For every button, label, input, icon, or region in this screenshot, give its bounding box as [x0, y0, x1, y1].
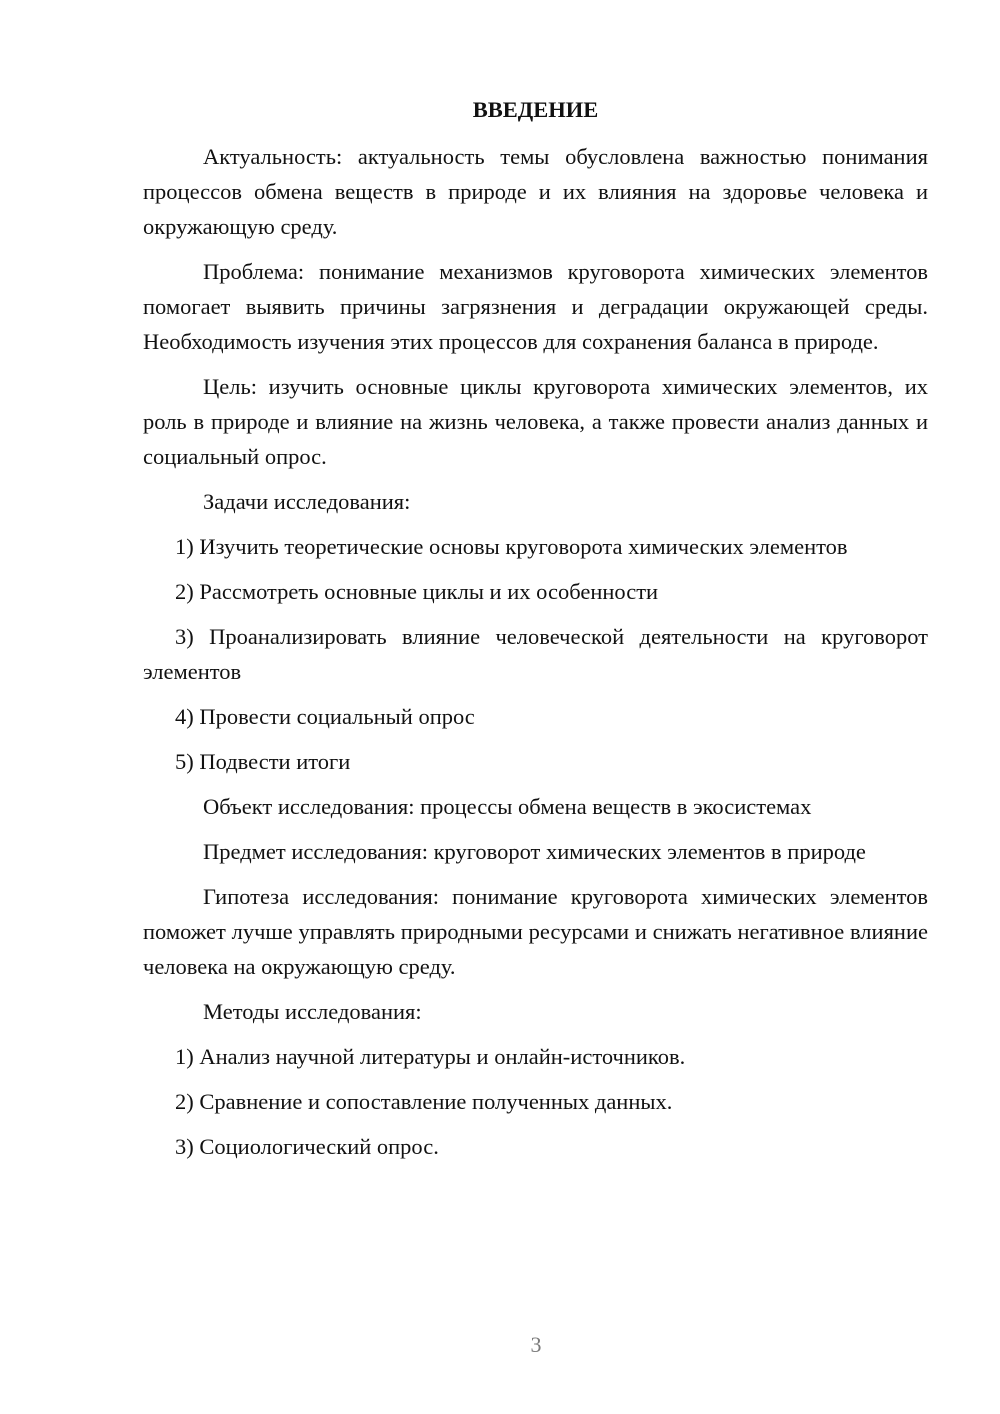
section-heading: ВВЕДЕНИЕ [472, 97, 599, 122]
task-item-4: 4) Провести социальный опрос [175, 704, 475, 729]
tasks-label: Задачи исследования: [203, 489, 411, 514]
hypothesis-paragraph: Гипотеза исследования: понимание круговорота химических элементов поможет лучше управлять природными ресурсами и снижать негативное влияние человека на окружающую среду. [143, 884, 928, 979]
task-item-2: 2) Рассмотреть основные циклы и их особенности [175, 579, 659, 604]
document-body [143, 92, 928, 1174]
subject-paragraph: Предмет исследования: круговорот химических элементов в природе [203, 839, 866, 864]
task-item-5: 5) Подвести итоги [175, 749, 351, 774]
method-item-2: 2) Сравнение и сопоставление полученных данных. [175, 1089, 673, 1114]
problem-paragraph: Проблема: понимание механизмов круговорота химических элементов помогает выявить причины загрязнения и деградации окружающей среды. Необходимость изучения этих процессов для сохранения баланса в природе. [143, 259, 928, 354]
method-item-3: 3) Социологический опрос. [175, 1134, 439, 1159]
method-item-1: 1) Анализ научной литературы и онлайн-источников. [175, 1044, 686, 1069]
object-paragraph: Объект исследования: процессы обмена веществ в экосистемах [203, 794, 812, 819]
goal-paragraph: Цель: изучить основные циклы круговорота химических элементов, их роль в природе и влияние на жизнь человека, а также провести анализ данных и социальный опрос. [143, 374, 928, 469]
page-number: 3 [530, 1332, 542, 1357]
relevance-paragraph: Актуальность: актуальность темы обусловлена важностью понимания процессов обмена веществ в природе и их влияния на здоровье человека и окружающую среду. [143, 144, 928, 239]
task-item-1: 1) Изучить теоретические основы круговорота химических элементов [175, 534, 848, 559]
task-item-3: 3) Проанализировать влияние человеческой деятельности на круговорот элементов [143, 624, 928, 684]
methods-label: Методы исследования: [203, 999, 422, 1024]
